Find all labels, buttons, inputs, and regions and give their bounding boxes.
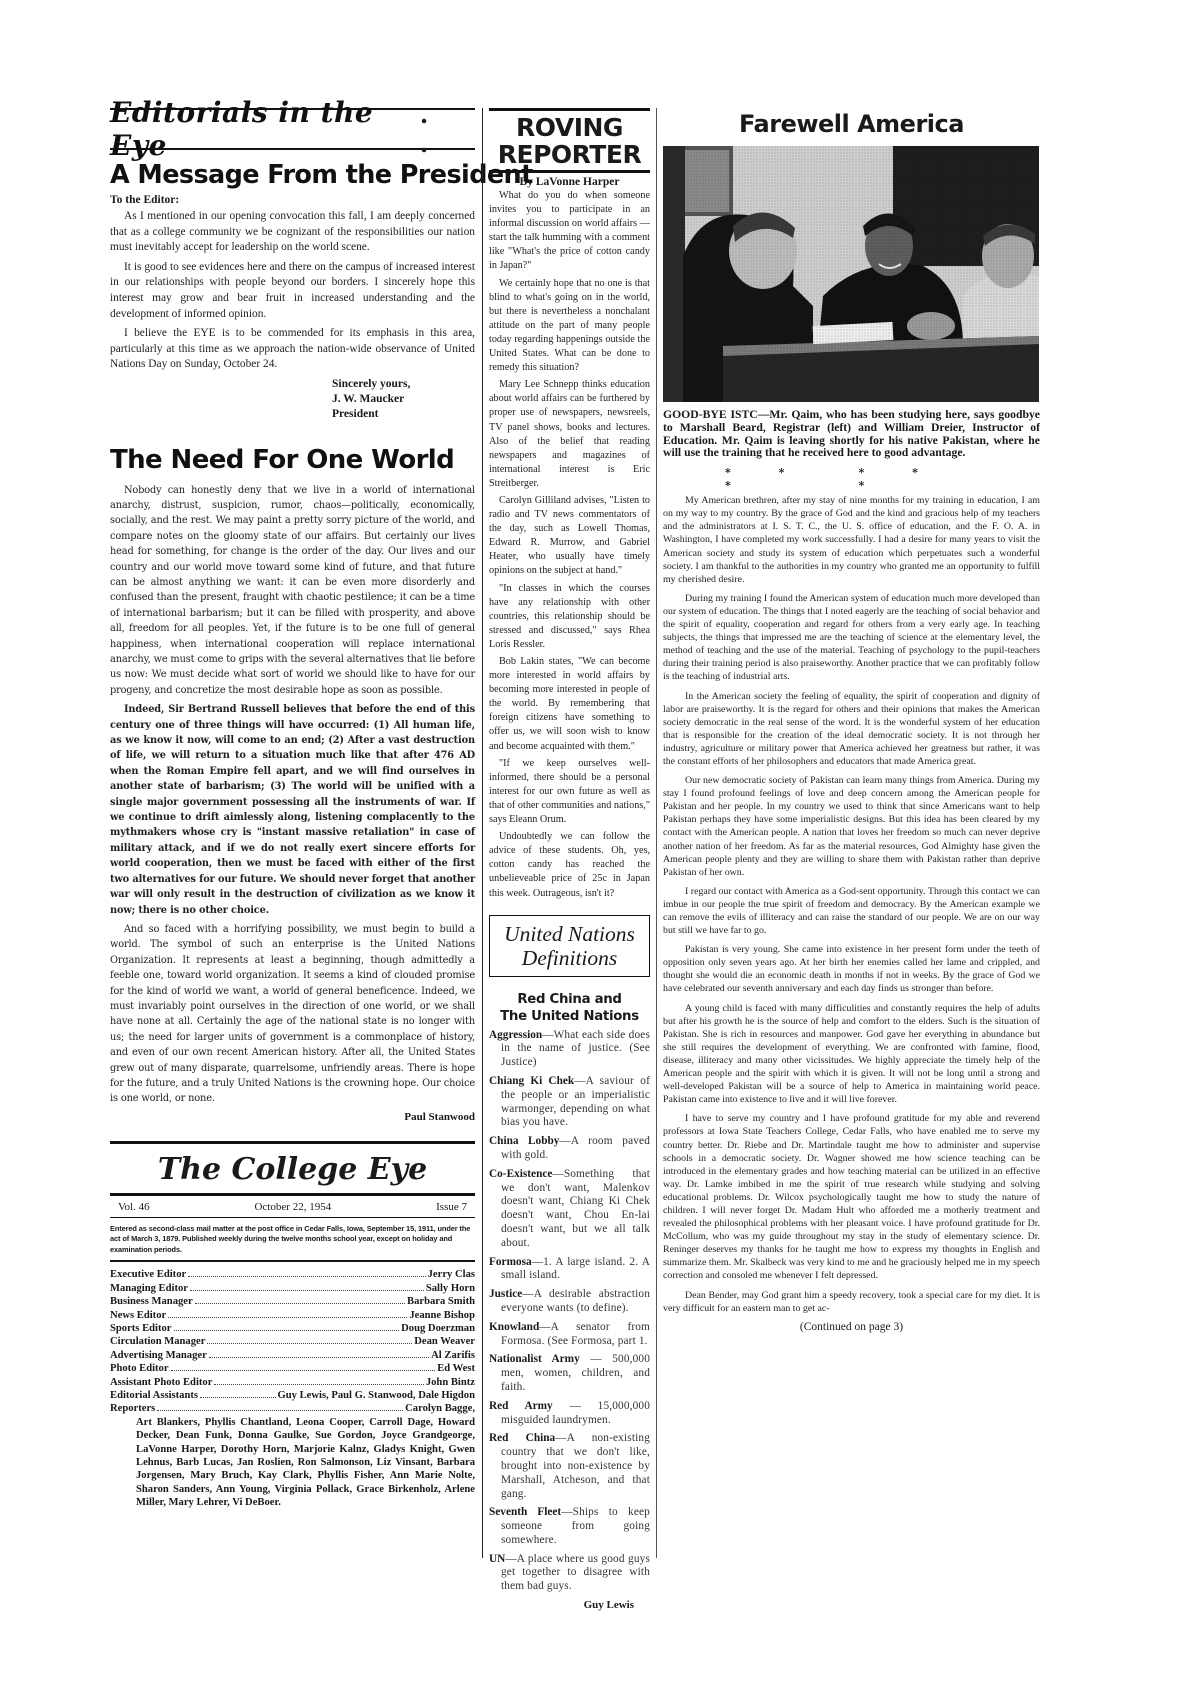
- paragraph: In the American society the feeling of equality, the spirit of cooperation and dignity of labor are praiseworthy. It is the regard for others and their opinions that makes the American society democratic in the real sense of the word. It is the wonderful system of her education that is responsible for the creation of the ideal democratic society. It is not through her industry, agriculture or military power that America achieved her greatness but rather, it was the constant efforts of her philosophers and educators that made America great.: [663, 690, 1040, 767]
- paragraph: A young child is faced with many difficulities and constantly requires the help of adults but after his growth he is the source of help and comfort to the elders. Such is the situation of Pakistan. She is rich in resources and manpower. God gave her everything in abundance but she still requires the development of everything. We are confronted with famine, flood, disease, illiteracy and many other vicissitudes. We highly appreciate the timely help of the American people and the spirit with which it is given. It will not be long until a strong and well-developed Pakistan will be a source of help to America in maintaining world peace. Pakistan came into existence to live and it will live forever.: [663, 1002, 1040, 1106]
- section-title: Editorials in the Eye: [110, 96, 374, 162]
- paragraph: Nobody can honestly deny that we live in a world of international anarchy, distrust, suspicion, rumor, chaos—politically, economically, socially, and the rest. We may paint a pretty sorry picture of the world, and compare notes on the gloomy state of our affairs. But certainly our lives head for something, for change is the order of the day. Our lives and our country and our world move toward some kind of future, and that future can be almost anything we want: it can be even more disorderly and confused than the present, fraught with chaotic pestilence; it can be a time of international barbarism; but it can be filled with prosperity, and above all, freedom for all peoples. Yet, if the future is to be one full of general happiness, when international cooperation will replace international anarchy, we must come to grips with the several alternatives that lie before us now: We must decide what sort of world we should like to have for our progeny, and concretize the most desirable hope as soon as possible.: [110, 484, 475, 696]
- one-world-article: [110, 483, 475, 1107]
- definitions-author: Guy Lewis: [583, 1599, 634, 1612]
- staff-row: Business Manager Barbara Smith: [110, 1296, 475, 1308]
- volume: Vol. 46: [118, 1200, 150, 1213]
- definition-item: Chiang Ki Chek—A saviour of the people or an imperialistic warmonger, depending on what bias you have.: [489, 1074, 650, 1129]
- section-divider: * * * * * *: [725, 466, 940, 493]
- definition-item: Red Army — 15,000,000 misguided laundrymen.: [489, 1399, 651, 1426]
- definition-item: China Lobby—A room paved with gold.: [489, 1135, 650, 1161]
- definition-item: UN—A place where us good guys get together to disagree with them bad guys.: [489, 1552, 650, 1593]
- farewell-headline: Farewell America: [739, 110, 964, 138]
- paragraph: And so faced with a horrifying possibility, we must begin to build a world. The symbol of such an enterprise is the United Nations Organization. It represents at least a beginning, though admittedly a feeble one, toward world organization. It seems a kind of clouded promise for the kind of world we want, a world of general beneficence. Indeed, we must invariably point ourselves in the direction of one world, or we shall have none at all. Certainly the age of the national state is no longer with us; the need for larger units of government is a commonplace of history, and even of our own recent American history. After all, the United States grew out of many disparate, quarrelsome, unfriendly areas. There is hope for the future, and a truly United Nations is the crowning hope. Our choice is one world, or none.: [110, 923, 475, 1105]
- un-title-line2: Definitions: [521, 945, 618, 970]
- un-subheading: Red China and The United Nations: [500, 991, 639, 1024]
- news-photo: [663, 146, 1039, 402]
- paragraph: Carolyn Gilliland advises, "Listen to radio and TV news commentators of the day, such as Lowell Thomas, Edward R. Murrow, and Gabriel Heater, who usually have timely opinions on the subject at hand.": [489, 494, 650, 577]
- roving-reporter-header: [489, 108, 650, 173]
- paragraph: During my training I found the American system of education much more developed than our system of education. The things that I noted eagerly are the teaching of social behavior and the spirit of equality, cooperation and regard for others from a very early age. In teaching subjects, the things that impressed me are the teaching of science at the elementary level, the method of teaching and the use of the material. Teaching of psychology to the pupil-teachers during their training period is also praiseworthy. Another practice that we can profitably follow is the teaching of industrial arts.: [663, 592, 1040, 683]
- staff-list: [110, 1268, 475, 1509]
- paragraph: Mary Lee Schnepp thinks education about world affairs can be furthered by proper use of newspapers, newsreels, TV panel shows, books and lectures. Also of the belief that reading newspapers and magazines of international interest is Eric Streitberger.: [489, 379, 650, 489]
- article-author: Paul Stanwood: [404, 1110, 475, 1123]
- staff-row: Photo Editor Ed West: [110, 1363, 475, 1375]
- paragraph: I regard our contact with America as a God-sent opportunity. Through this contact we can imbue in our people the true spirit of freedom and democracy. By the American example we can remove the evils of illiteracy and can raise the standard of our people. We are on our way but still we have far to go.: [663, 885, 1040, 937]
- one-world-headline: The Need For One World: [110, 444, 455, 475]
- paragraph: Pakistan is very young. She came into existence in her present form under the teeth of opposition only seven years ago. At her birth her enemies called her lame and crippled, and thought she would die an economic death in months if not in weeks. By the grace of God we have celebrated our seventh anniversary and each day finds us stronger than before.: [663, 944, 1040, 995]
- paragraph: Indeed, Sir Bertrand Russell believes that before the end of this century one of three things will have occurred: (1) All human life, as we know it now, will come to an end; (2) After a vast destruction of life, we will return to a situation much like that after 476 AD when the Roman Empire fell apart, and we will find ourselves in another state of barbarism; (3) The world will be unified with a single major government possessing all the instruments of war. If we continue to drift aimlessly along, listening complacently to the mythmakers whose cry is "instant massive retaliation" in case of military attack, and if we do not really exert sincere efforts for world cooperation, then we must be faced with either of the first two alternatives for our future. We should never forget that another war will only result in the destruction of civilization as we know it now; there is no other choice.: [110, 704, 475, 916]
- roving-article: [489, 189, 650, 901]
- paragraph: What do you do when someone invites you to participate in an informal discussion on world affairs —start the talk humming with a comment like "What's the price of cotton candy in Japan?": [489, 190, 650, 272]
- staff-row: Executive Editor Jerry Clas: [110, 1269, 475, 1281]
- staff-row: Sports Editor Doug Doerzman: [110, 1322, 475, 1334]
- staff-row: Reporters Carolyn Bagge,: [110, 1403, 475, 1415]
- un-title-line1: United Nations: [504, 921, 635, 946]
- letter-signature: [332, 377, 475, 423]
- paragraph: We certainly hope that no one is that blind to what's going on in the world, but there is nevertheless a nonchalant attitude on the part of many people today regarding happenings outside the United States. What can be done to remedy this situation?: [489, 277, 650, 374]
- paragraph: "In classes in which the courses have any relationship with other countries, this relationship should be stressed and discussed," says Rhea Loris Ressler.: [489, 582, 650, 650]
- president-letter: [110, 209, 475, 373]
- photo-caption: GOOD-BYE ISTC—Mr. Qaim, who has been studying here, says goodbye to Marshall Beard, Registrar (left) and William Dreier, Instructor of Education. Mr. Qaim is leaving shortly for his native Pakistan, where he will use the training that he received here to good advantage.: [663, 408, 1040, 460]
- definition-item: Knowland—A senator from Formosa. (See Formosa, part 1.: [489, 1320, 650, 1347]
- paragraph: I have to serve my country and I have profound gratitude for my able and reverend professors at Iowa State Teachers College, Cedar Falls, who have enabled me to serve my country better. Dr. Riebe and Dr. Martindale taught me how to administer and supervise schools in a democratic society. Dr. Wagner showed me how science teaching can be introduced in the elementary grades and how teaching material can be utilized in an effective way. Dr. Lamke imbibed in me the spirit of true research while studying and solving educational problems. Dr. Wilcox psychologically taught me how to study the nature of children. I will never forget Dr. Madam Hult who afforded me a motherly treatment and revealed the philosophical problems with her pleasant voice. I have profound gratitude for Dr. McCollum, who was my guide throughout my stay in the study of elementary science. Dr. Reninger deserves my thanks for he taught me how to express my thoughts in English and summarize them. Mr. Skalbeck was very kind to me and he graciously helped me in my speech correction and consoled me whenever I felt depressed.: [663, 1113, 1040, 1282]
- staff-row: Assistant Photo Editor John Bintz: [110, 1376, 475, 1388]
- photo-illustration: [663, 146, 1039, 402]
- definition-item: Formosa—1. A large island. 2. A small island.: [489, 1255, 650, 1282]
- un-definitions-header: [489, 915, 650, 977]
- paragraph: "If we keep ourselves well-informed, there should be a personal interest for our own future as well as that of other communities and nations," says Eleann Orum.: [489, 757, 650, 826]
- editorial-column: [110, 96, 533, 1510]
- definition-item: Aggression—What each side does in the name of justice. (See Justice): [489, 1028, 650, 1069]
- newspaper-title: The College Eye: [110, 1144, 475, 1196]
- roving-title-line1: ROVING: [516, 113, 623, 142]
- masthead: [110, 1141, 475, 1510]
- byline: By LaVonne Harper: [519, 176, 620, 188]
- issue-date: October 22, 1954: [254, 1200, 332, 1213]
- staff-row: Advertising Manager Al Zarifis: [110, 1349, 475, 1361]
- banner-dots: . .: [419, 100, 441, 158]
- president-headline: A Message From the President: [110, 160, 533, 190]
- paragraph: It is good to see evidences here and there on the campus of increased interest in our relationships with people beyond our borders. I sincerely hope this interest may grow and bear fruit in increased understanding and the development of informed opinion.: [110, 260, 475, 320]
- editorials-banner: [110, 96, 475, 162]
- newspaper-page: [110, 96, 1040, 1668]
- definition-item: Red China—A non-existing country that we don't like, brought into non-existence by Marshall, Atcheson, and that gang.: [489, 1432, 650, 1500]
- paragraph: Dean Bender, may God grant him a speedy recovery, took a special care for my diet. It is very difficult for an eastern man to get ac-: [663, 1289, 1040, 1314]
- roving-reporter-column: [482, 108, 651, 1612]
- definition-item: Justice—A desirable abstraction everyone wants (to define).: [489, 1288, 650, 1314]
- farewell-article: [663, 494, 1040, 1315]
- definitions-list: [489, 1029, 650, 1594]
- continued-notice: (Continued on page 3): [799, 1320, 904, 1333]
- definition-item: Seventh Fleet—Ships to keep someone from going somewhere.: [489, 1506, 650, 1546]
- postal-notice: Entered as second-class mail matter at the post office in Cedar Falls, Iowa, September 15, 1911, under the act of March 3, 1879. Published weekly during the twelve months school year, except on holiday and examination periods.: [110, 1218, 475, 1263]
- issue-info: [110, 1196, 475, 1218]
- paragraph: Our new democratic society of Pakistan can learn many things from America. During my stay I found profound feelings of love and deep concern among the American people for Pakistan and her people. In my country we used to think that since Americans want to help Pakistan perhaps they have some imperialistic designs. But this idea has been cleared by my contact with the American people. A nation that loves her freedom so much can never deprive another nation of her freedom. As far as the material resources, God Almighty hase given the American people plenty and they are willing to share them with Pakistan rather than deprive Pakistan of her own.: [663, 775, 1040, 878]
- reporters-list: Art Blankers, Phyllis Chantland, Leona Cooper, Carroll Dage, Howard Decker, Dean Funk, Donna Gaulke, Sue Gordon, Joyce Grandgeorge, LaVonne Harper, Dorothy Horn, Marjorie Kalnz, Gladys Knight, Gwen Lehnus, Barb Lucas, Jan Roslien, Ron Salmonson, Liz Vinsant, Barbara Jorgensen, Mary Bruch, Kay Clark, Phyllis Fisher, Ann Marie Nolte, Sharon Sanders, Ann Young, Virginia Pollack, Grace Birkenholz, Arlene Miller, Mary Lehrer, Vi DeBoer.: [136, 1416, 475, 1509]
- signature-line: Sincerely yours,: [332, 377, 411, 390]
- paragraph: I believe the EYE is to be commended for its emphasis in this area, particularly at this time as we approach the nation-wide observance of United Nations Day on Sunday, October 24.: [110, 327, 475, 371]
- definition-item: Co-Existence—Something that we don't want, Malenkov doesn't want, Chiang Ki Chek doesn't want, Chou En-lai doesn't want, but we all talk about.: [489, 1167, 650, 1249]
- staff-row: Managing Editor Sally Horn: [110, 1282, 475, 1294]
- issue-number: Issue 7: [436, 1200, 467, 1213]
- paragraph: As I mentioned in our opening convocation this fall, I am deeply concerned that as a college community we be cognizant of the responsibilities our nation must inevitably accept for leadership on the world scene.: [110, 210, 475, 254]
- farewell-column: [656, 108, 1040, 1558]
- paragraph: Bob Lakin states, "We can become more interested in world affairs by becoming more interested in people of the world. By remembering that foreign citizens have something to offer us, we will soon wish to know and become acquainted with them.": [489, 656, 650, 752]
- staff-row: Editorial Assistants Guy Lewis, Paul G. Stanwood, Dale Higdon: [110, 1389, 475, 1401]
- staff-row: News Editor Jeanne Bishop: [110, 1309, 475, 1321]
- paragraph: My American brethren, after my stay of nine months for my training in education, I am on my way to my country. By the grace of God and the kind and gracious help of my teachers and the administrators at I. S. T. C., the U. S. office of education, and the F. O. A. in Washington, I have completed my work successfully. I had a desire for many years to visit the American society and study its system of education which perpetuates such a wonderful society. I am thankful to the authorities in my country who granted me an opportunity to fulfill my cherished desire.: [663, 495, 1040, 585]
- staff-row: Circulation Manager Dean Weaver: [110, 1336, 475, 1348]
- definition-item: Nationalist Army — 500,000 men, women, children, and faith.: [489, 1353, 650, 1393]
- signature-name: J. W. Maucker: [332, 393, 405, 406]
- roving-title-line2: REPORTER: [497, 140, 642, 169]
- signature-title: President: [332, 408, 379, 421]
- salutation: To the Editor:: [110, 194, 180, 206]
- paragraph: Undoubtedly we can follow the advice of these students. Oh, yes, cotton candy has reached the unbelieveable price of 25c in Japan this week. Outrageous, isn't it?: [489, 831, 650, 899]
